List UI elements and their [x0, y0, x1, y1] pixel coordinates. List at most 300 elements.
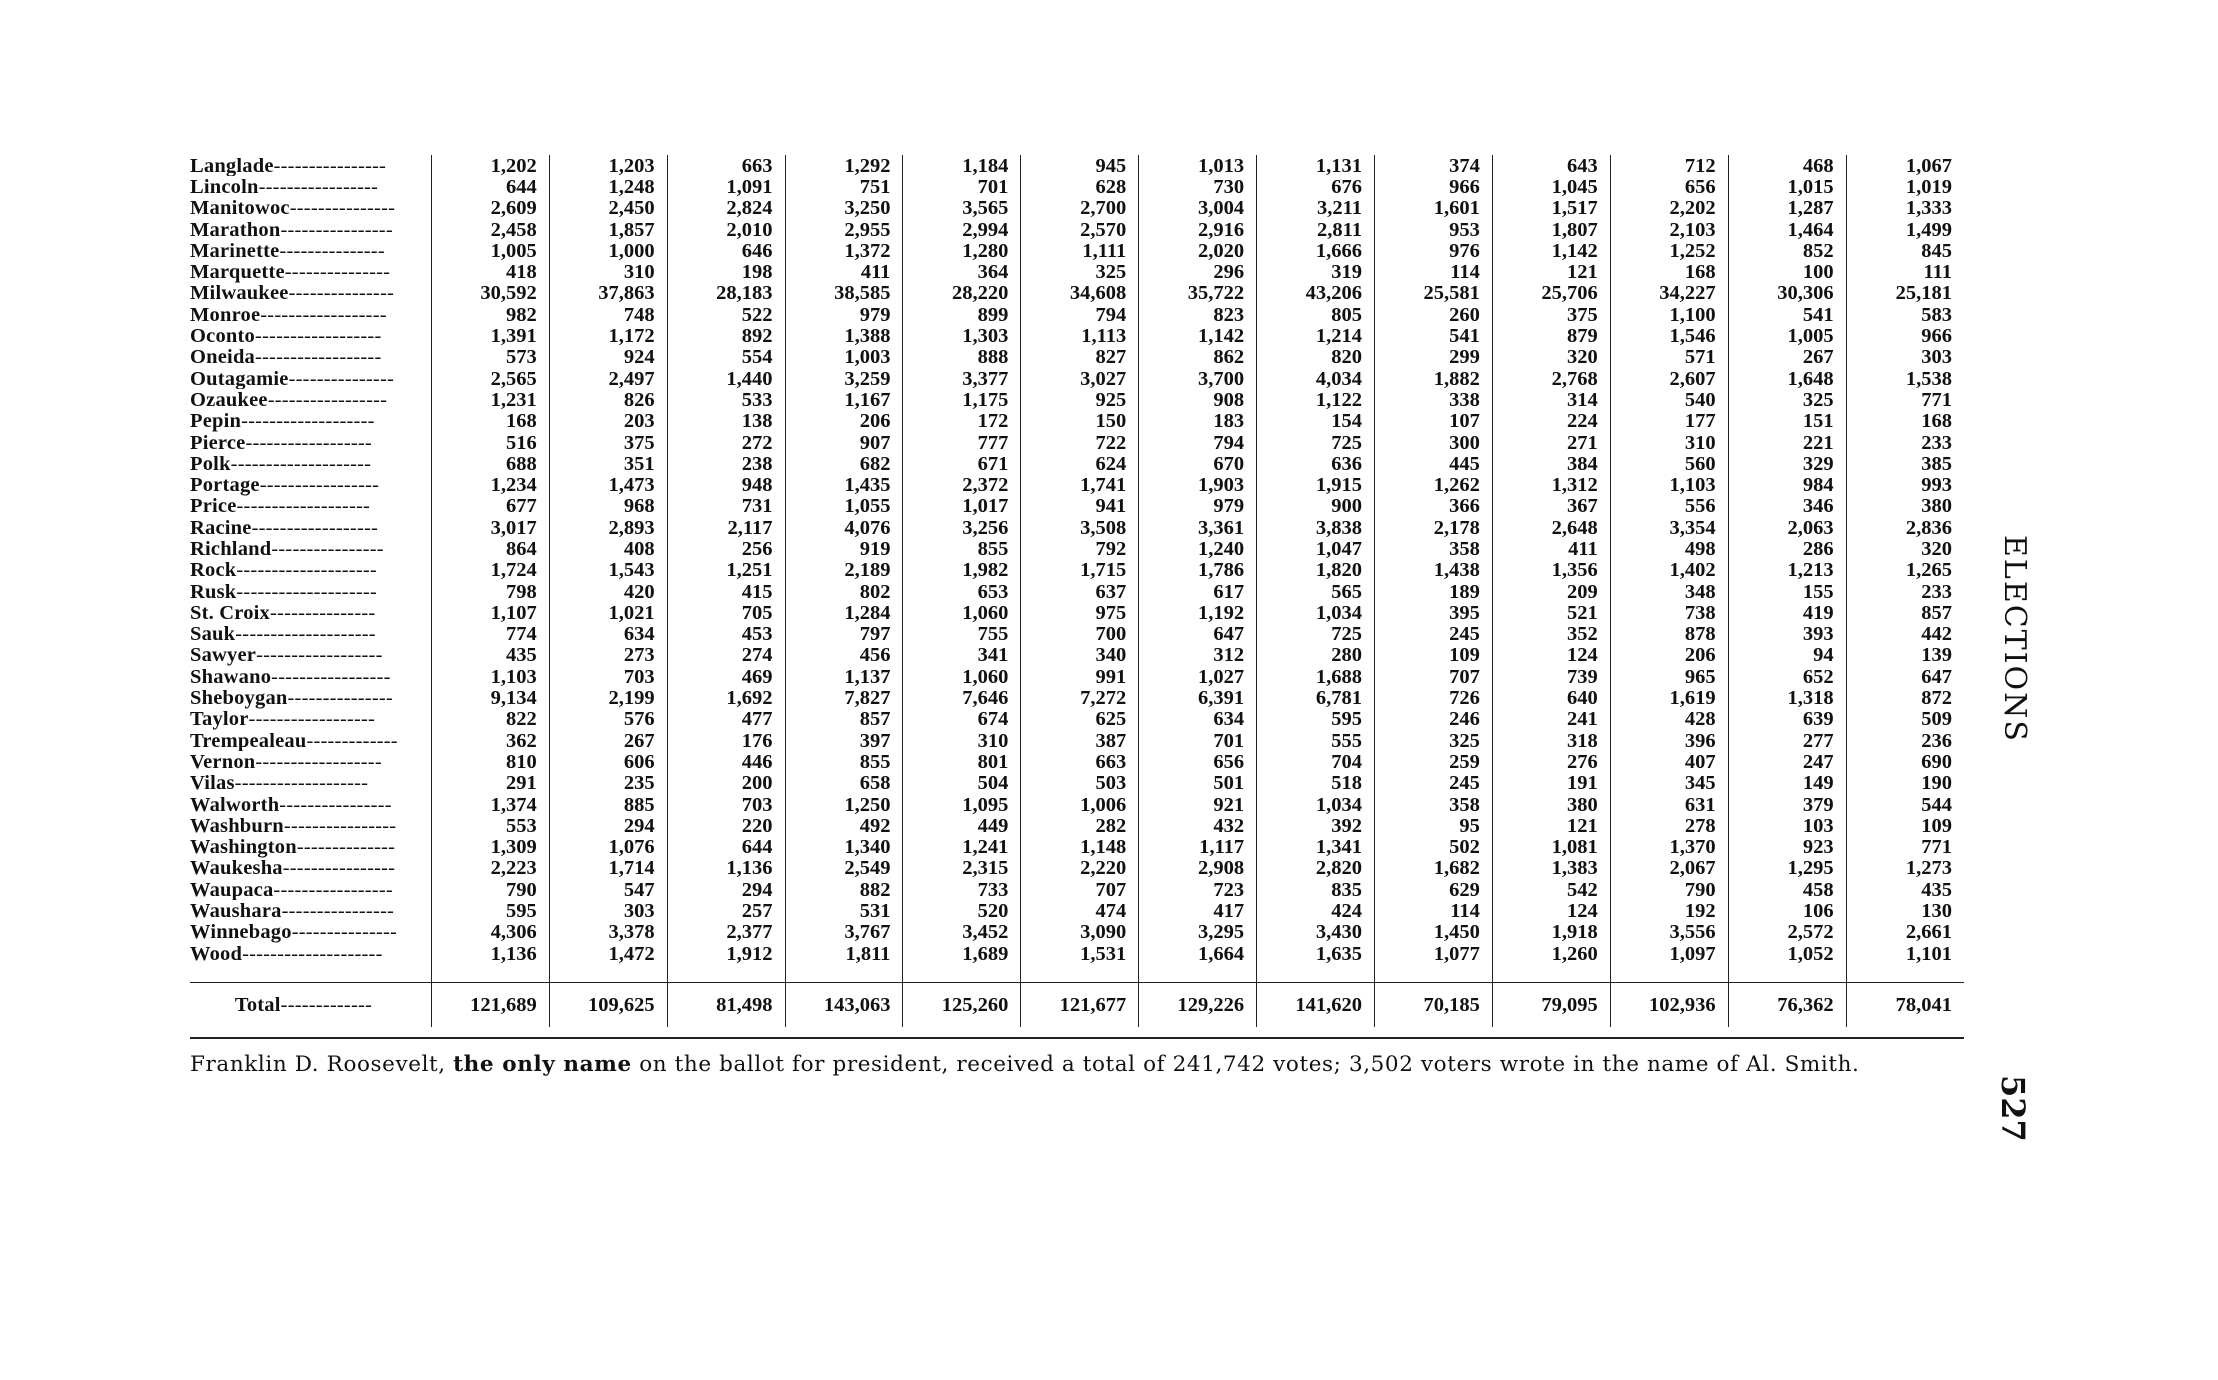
vote-cell: 3,211 [1257, 198, 1375, 219]
vote-cell: 968 [549, 496, 667, 517]
vote-cell: 1,067 [1846, 155, 1964, 176]
vote-cell: 1,107 [431, 602, 549, 623]
vote-cell: 379 [1728, 794, 1846, 815]
vote-cell: 1,241 [903, 837, 1021, 858]
vote-cell: 855 [785, 751, 903, 772]
vote-cell: 278 [1610, 815, 1728, 836]
vote-cell: 908 [1139, 389, 1257, 410]
vote-cell: 1,213 [1728, 560, 1846, 581]
total-row [190, 983, 1964, 1028]
vote-cell: 1,076 [549, 837, 667, 858]
vote-cell: 299 [1375, 347, 1493, 368]
vote-cell: 652 [1728, 666, 1846, 687]
table-row [190, 943, 1964, 964]
vote-cell: 794 [1021, 304, 1139, 325]
vote-cell: 644 [667, 837, 785, 858]
vote-cell: 923 [1728, 837, 1846, 858]
vote-cell: 1,438 [1375, 560, 1493, 581]
section-label: ELECTIONS [1997, 535, 2032, 743]
table-row [190, 560, 1964, 581]
vote-cell: 235 [549, 773, 667, 794]
vote-cell: 726 [1375, 687, 1493, 708]
vote-cell: 411 [1492, 538, 1610, 559]
vote-cell: 435 [1846, 879, 1964, 900]
vote-cell: 3,004 [1139, 198, 1257, 219]
vote-cell: 533 [667, 389, 785, 410]
table-row [190, 581, 1964, 602]
vote-cell: 1,538 [1846, 368, 1964, 389]
vote-cell: 1,273 [1846, 858, 1964, 879]
dot-leader: ------------------ [245, 431, 372, 454]
vote-cell: 272 [667, 432, 785, 453]
vote-cell: 948 [667, 474, 785, 495]
vote-cell: 1,882 [1375, 368, 1493, 389]
vote-cell: 3,027 [1021, 368, 1139, 389]
vote-cell: 106 [1728, 900, 1846, 921]
vote-cell: 30,306 [1728, 283, 1846, 304]
vote-cell: 81,498 [667, 983, 785, 1028]
vote-cell: 1,499 [1846, 219, 1964, 240]
dot-leader: ---------------- [273, 155, 387, 177]
vote-cell: 3,430 [1257, 922, 1375, 943]
vote-cell: 340 [1021, 645, 1139, 666]
vote-cell: 900 [1257, 496, 1375, 517]
vote-cell: 233 [1846, 432, 1964, 453]
table-row [190, 687, 1964, 708]
vote-cell: 477 [667, 709, 785, 730]
vote-cell: 224 [1492, 411, 1610, 432]
dot-leader: -------------------- [236, 580, 377, 603]
vote-cell: 882 [785, 879, 903, 900]
vote-cell: 1,688 [1257, 666, 1375, 687]
vote-cell: 3,377 [903, 368, 1021, 389]
vote-cell: 993 [1846, 474, 1964, 495]
vote-cell: 2,103 [1610, 219, 1728, 240]
dot-leader: ---------------- [281, 900, 395, 922]
vote-cell: 4,034 [1257, 368, 1375, 389]
county-name: Walworth---------------- [190, 793, 392, 816]
vote-cell: 1,312 [1492, 474, 1610, 495]
vote-cell: 921 [1139, 794, 1257, 815]
vote-cell: 1,435 [785, 474, 903, 495]
vote-cell: 1,103 [1610, 474, 1728, 495]
table-row [190, 517, 1964, 538]
vote-cell: 3,256 [903, 517, 1021, 538]
county-name: Oconto------------------ [190, 325, 382, 347]
vote-cell: 924 [549, 347, 667, 368]
table-row [190, 389, 1964, 410]
vote-cell: 37,863 [549, 283, 667, 304]
vote-cell: 1,017 [903, 496, 1021, 517]
vote-cell: 366 [1375, 496, 1493, 517]
vote-cell: 703 [667, 794, 785, 815]
vote-cell: 28,183 [667, 283, 785, 304]
vote-cell: 542 [1492, 879, 1610, 900]
vote-cell: 730 [1139, 176, 1257, 197]
vote-cell: 1,142 [1492, 240, 1610, 261]
county-name: Monroe------------------ [190, 304, 387, 326]
dot-leader: ------------------ [254, 325, 382, 347]
vote-cell: 129,226 [1139, 983, 1257, 1028]
spacer-cell [549, 964, 667, 983]
vote-cell: 43,206 [1257, 283, 1375, 304]
vote-cell: 855 [903, 538, 1021, 559]
dot-leader: ---------------- [271, 538, 384, 560]
vote-cell: 1,356 [1492, 560, 1610, 581]
vote-cell: 509 [1846, 709, 1964, 730]
vote-cell: 474 [1021, 900, 1139, 921]
vote-cell: 504 [903, 773, 1021, 794]
vote-cell: 325 [1021, 261, 1139, 282]
vote-cell: 1,015 [1728, 176, 1846, 197]
vote-cell: 1,262 [1375, 474, 1493, 495]
vote-cell: 573 [431, 347, 549, 368]
dot-leader: ------------------ [248, 708, 376, 731]
vote-cell: 1,184 [903, 155, 1021, 176]
vote-cell: 393 [1728, 624, 1846, 645]
vote-cell: 656 [1139, 751, 1257, 772]
vote-cell: 748 [549, 304, 667, 325]
spacer-cell [1728, 964, 1846, 983]
vote-cell: 617 [1139, 581, 1257, 602]
vote-cell: 79,095 [1492, 983, 1610, 1028]
vote-cell: 606 [549, 751, 667, 772]
footnote-text-1: Franklin D. Roosevelt, [190, 1052, 454, 1077]
vote-cell: 707 [1021, 879, 1139, 900]
vote-cell: 544 [1846, 794, 1964, 815]
vote-cell: 2,372 [903, 474, 1021, 495]
county-name: Sauk-------------------- [190, 623, 376, 645]
dot-leader: ------------------- [234, 772, 369, 794]
vote-cell: 70,185 [1375, 983, 1493, 1028]
table-row [190, 709, 1964, 730]
vote-cell: 845 [1846, 240, 1964, 261]
vote-cell: 520 [903, 900, 1021, 921]
dot-leader: --------------- [279, 240, 385, 262]
vote-cell: 468 [1728, 155, 1846, 176]
vote-cell: 2,836 [1846, 517, 1964, 538]
vote-cell: 168 [1610, 261, 1728, 282]
vote-cell: 2,824 [667, 198, 785, 219]
vote-cell: 420 [549, 581, 667, 602]
dot-leader: ---------------- [280, 218, 393, 241]
footnote [190, 1052, 1966, 1078]
dot-leader: ------------------ [251, 517, 379, 539]
vote-cell: 2,609 [431, 198, 549, 219]
vote-cell: 1,202 [431, 155, 549, 176]
vote-cell: 138 [667, 411, 785, 432]
vote-cell: 1,635 [1257, 943, 1375, 964]
spacer-cell [1021, 964, 1139, 983]
vote-cell: 1,309 [431, 837, 549, 858]
vote-cell: 2,661 [1846, 922, 1964, 943]
dot-leader: ----------------- [273, 879, 393, 901]
table-row [190, 240, 1964, 261]
vote-cell: 151 [1728, 411, 1846, 432]
vote-cell: 419 [1728, 602, 1846, 623]
vote-cell: 722 [1021, 432, 1139, 453]
vote-cell: 1,287 [1728, 198, 1846, 219]
vote-cell: 1,060 [903, 602, 1021, 623]
vote-cell: 1,903 [1139, 474, 1257, 495]
vote-cell: 2,700 [1021, 198, 1139, 219]
vote-cell: 1,619 [1610, 687, 1728, 708]
dot-leader: -------------------- [242, 942, 383, 965]
vote-cell: 498 [1610, 538, 1728, 559]
vote-cell: 154 [1257, 411, 1375, 432]
vote-cell: 872 [1846, 687, 1964, 708]
vote-cell: 3,354 [1610, 517, 1728, 538]
vote-cell: 945 [1021, 155, 1139, 176]
county-name: Milwaukee--------------- [190, 282, 395, 305]
table-row [190, 432, 1964, 453]
vote-cell: 2,820 [1257, 858, 1375, 879]
dot-leader: ------------------ [260, 304, 387, 326]
vote-cell: 1,666 [1257, 240, 1375, 261]
table-row [190, 176, 1964, 197]
vote-cell: 2,570 [1021, 219, 1139, 240]
vote-cell: 1,786 [1139, 560, 1257, 581]
vote-cell: 203 [549, 411, 667, 432]
vote-cell: 384 [1492, 453, 1610, 474]
vote-cell: 397 [785, 730, 903, 751]
vote-cell: 643 [1492, 155, 1610, 176]
page-number: 527 [1994, 1075, 2032, 1142]
table-row [190, 283, 1964, 304]
vote-cell: 95 [1375, 815, 1493, 836]
vote-cell: 358 [1375, 794, 1493, 815]
vote-cell: 9,134 [431, 687, 549, 708]
dot-leader: ---------------- [283, 815, 397, 837]
vote-cell: 6,391 [1139, 687, 1257, 708]
vote-cell: 636 [1257, 453, 1375, 474]
vote-cell: 139 [1846, 645, 1964, 666]
vote-cell: 502 [1375, 837, 1493, 858]
vote-cell: 220 [667, 815, 785, 836]
vote-cell: 125,260 [903, 983, 1021, 1028]
dot-leader: ------------- [280, 994, 373, 1017]
table-row [190, 368, 1964, 389]
vote-cell: 1,303 [903, 325, 1021, 346]
dot-leader: --------------- [270, 602, 376, 624]
vote-cell: 595 [1257, 709, 1375, 730]
vote-cell: 453 [667, 624, 785, 645]
vote-cell: 346 [1728, 496, 1846, 517]
vote-cell: 1,077 [1375, 943, 1493, 964]
vote-cell: 7,827 [785, 687, 903, 708]
dot-leader: ------------- [306, 730, 398, 752]
vote-cell: 2,955 [785, 219, 903, 240]
vote-cell: 864 [431, 538, 549, 559]
vote-cell: 625 [1021, 709, 1139, 730]
county-name: Marquette--------------- [190, 261, 391, 283]
vote-cell: 790 [1610, 879, 1728, 900]
vote-cell: 3,452 [903, 922, 1021, 943]
vote-cell: 274 [667, 645, 785, 666]
vote-cell: 555 [1257, 730, 1375, 751]
county-name: Wood-------------------- [190, 942, 383, 965]
vote-cell: 442 [1846, 624, 1964, 645]
vote-cell: 310 [549, 261, 667, 282]
vote-cell: 300 [1375, 432, 1493, 453]
vote-cell: 1,280 [903, 240, 1021, 261]
county-name: Taylor------------------ [190, 708, 376, 731]
table-row [190, 453, 1964, 474]
vote-cell: 771 [1846, 389, 1964, 410]
vote-cell: 1,172 [549, 325, 667, 346]
vote-cell: 899 [903, 304, 1021, 325]
vote-cell: 238 [667, 453, 785, 474]
county-name: Pierce------------------ [190, 431, 372, 454]
county-name: Marathon---------------- [190, 218, 393, 241]
vote-cell: 966 [1846, 325, 1964, 346]
vote-cell: 3,378 [549, 922, 667, 943]
dot-leader: -------------- [296, 836, 396, 858]
dot-leader: --------------- [284, 261, 391, 283]
vote-cell: 733 [903, 879, 1021, 900]
vote-cell: 338 [1375, 389, 1493, 410]
vote-cell: 375 [549, 432, 667, 453]
vote-cell: 124 [1492, 645, 1610, 666]
vote-cell: 801 [903, 751, 1021, 772]
vote-cell: 424 [1257, 900, 1375, 921]
dot-leader: ------------------ [255, 751, 382, 773]
vote-cell: 3,295 [1139, 922, 1257, 943]
county-name: Total------------- [234, 994, 373, 1017]
county-name: Waupaca----------------- [190, 879, 393, 901]
county-name: Rusk-------------------- [190, 580, 377, 603]
vote-cell: 2,648 [1492, 517, 1610, 538]
vote-cell: 6,781 [1257, 687, 1375, 708]
vote-cell: 1,045 [1492, 176, 1610, 197]
vote-cell: 820 [1257, 347, 1375, 368]
vote-table-body [190, 155, 1964, 1027]
vote-cell: 1,100 [1610, 304, 1728, 325]
table-row [190, 261, 1964, 282]
table-row [190, 815, 1964, 836]
vote-cell: 1,714 [549, 858, 667, 879]
vote-cell: 124 [1492, 900, 1610, 921]
dot-leader: --------------- [288, 367, 395, 390]
vote-cell: 771 [1846, 837, 1964, 858]
vote-cell: 1,807 [1492, 219, 1610, 240]
vote-cell: 984 [1728, 474, 1846, 495]
vote-cell: 2,223 [431, 858, 549, 879]
vote-cell: 1,013 [1139, 155, 1257, 176]
vote-cell: 395 [1375, 602, 1493, 623]
vote-cell: 802 [785, 581, 903, 602]
vote-cell: 34,608 [1021, 283, 1139, 304]
vote-cell: 2,450 [549, 198, 667, 219]
dot-leader: -------------------- [236, 559, 377, 581]
vote-cell: 109 [1846, 815, 1964, 836]
vote-cell: 206 [1610, 645, 1728, 666]
vote-cell: 25,706 [1492, 283, 1610, 304]
vote-cell: 445 [1375, 453, 1493, 474]
vote-cell: 7,646 [903, 687, 1021, 708]
vote-cell: 3,767 [785, 922, 903, 943]
vote-cell: 712 [1610, 155, 1728, 176]
vote-cell: 576 [549, 709, 667, 730]
vote-cell: 701 [903, 176, 1021, 197]
vote-cell: 257 [667, 900, 785, 921]
dot-leader: --------------- [287, 687, 393, 709]
vote-cell: 418 [431, 261, 549, 282]
vote-cell: 364 [903, 261, 1021, 282]
dot-leader: -------------------- [235, 623, 376, 645]
vote-cell: 408 [549, 538, 667, 559]
table-row [190, 347, 1964, 368]
vote-cell: 3,838 [1257, 517, 1375, 538]
vote-cell: 2,458 [431, 219, 549, 240]
vote-cell: 1,097 [1610, 943, 1728, 964]
vote-cell: 102,936 [1610, 983, 1728, 1028]
county-name: Waushara---------------- [190, 900, 395, 922]
vote-cell: 277 [1728, 730, 1846, 751]
vote-cell: 469 [667, 666, 785, 687]
county-name: Langlade---------------- [190, 155, 387, 177]
vote-cell: 2,202 [1610, 198, 1728, 219]
vote-cell: 2,377 [667, 922, 785, 943]
vote-cell: 1,391 [431, 325, 549, 346]
vote-cell: 241 [1492, 709, 1610, 730]
table-row [190, 411, 1964, 432]
vote-cell: 553 [431, 815, 549, 836]
vote-cell: 4,306 [431, 922, 549, 943]
vote-cell: 456 [785, 645, 903, 666]
vote-cell: 94 [1728, 645, 1846, 666]
vote-cell: 245 [1375, 773, 1493, 794]
vote-cell: 595 [431, 900, 549, 921]
table-row [190, 858, 1964, 879]
county-name: Racine------------------ [190, 517, 379, 539]
vote-cell: 1,546 [1610, 325, 1728, 346]
vote-cell: 221 [1728, 432, 1846, 453]
vote-cell: 245 [1375, 624, 1493, 645]
vote-cell: 114 [1375, 261, 1493, 282]
vote-cell: 982 [431, 304, 549, 325]
vote-cell: 191 [1492, 773, 1610, 794]
vote-cell: 121,677 [1021, 983, 1139, 1028]
vote-cell: 731 [667, 496, 785, 517]
vote-cell: 25,181 [1846, 283, 1964, 304]
vote-cell: 183 [1139, 411, 1257, 432]
vote-cell: 1,464 [1728, 219, 1846, 240]
vote-cell: 109 [1375, 645, 1493, 666]
vote-cell: 634 [1139, 709, 1257, 730]
vote-cell: 7,272 [1021, 687, 1139, 708]
vote-cell: 1,601 [1375, 198, 1493, 219]
vote-cell: 1,664 [1139, 943, 1257, 964]
vote-cell: 25,581 [1375, 283, 1493, 304]
dot-leader: ----------------- [271, 666, 391, 688]
vote-cell: 294 [667, 879, 785, 900]
county-name: Shawano----------------- [190, 666, 391, 688]
vote-cell: 565 [1257, 581, 1375, 602]
vote-cell: 1,142 [1139, 325, 1257, 346]
vote-cell: 411 [785, 261, 903, 282]
spacer-cell [1257, 964, 1375, 983]
vote-cell: 2,067 [1610, 858, 1728, 879]
county-name: Ozaukee----------------- [190, 389, 388, 411]
vote-cell: 1,340 [785, 837, 903, 858]
vote-cell: 521 [1492, 602, 1610, 623]
vote-cell: 2,768 [1492, 368, 1610, 389]
vote-cell: 190 [1846, 773, 1964, 794]
vote-cell: 314 [1492, 389, 1610, 410]
vote-cell: 810 [431, 751, 549, 772]
total-separator-row [190, 964, 1964, 983]
